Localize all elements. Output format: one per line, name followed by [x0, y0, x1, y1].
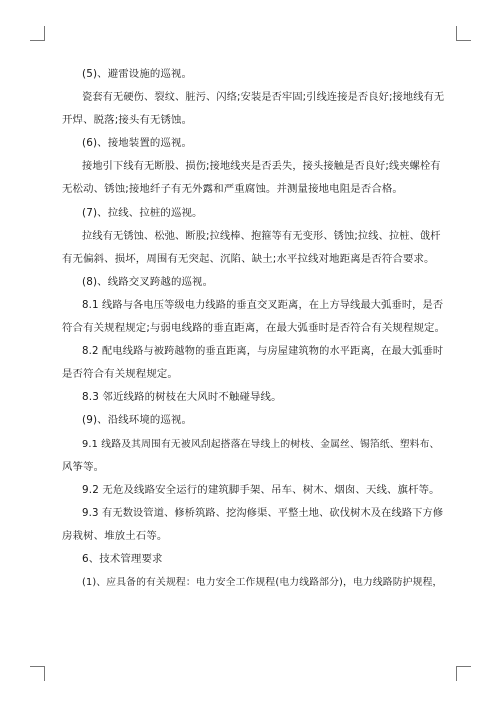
text-line: 接地引下线有无断股、损伤;接地线夹是否丢失，接头接触是否良好;线夹螺栓有: [82, 161, 441, 173]
text-line: 8.1 线路与各电压等级电力线路的垂直交叉距离，在上方导线最大弧垂时，是否: [82, 299, 444, 311]
heading-crossing: (8)、线路交叉跨越的巡视。: [82, 275, 214, 288]
crop-mark-top-right: [456, 26, 471, 41]
crop-mark-bottom-right: [456, 666, 471, 681]
text-line: 9.1 线路及其周围有无被风刮起搭落在导线上的树枝、金属丝、锡箔纸、塑料布、: [82, 438, 440, 450]
text-line: 符合有关规程规定;与弱电线路的垂直距离，在最大弧垂时是否符合有关规程规定。: [62, 322, 446, 335]
text-line: 是否符合有关规程规定。: [62, 368, 178, 381]
text-line: 8.3 邻近线路的树枝在大风时不触碰导线。: [82, 391, 282, 404]
text-line: 8.2 配电线路与被跨越物的垂直距离，与房屋建筑物的水平距离，在最大弧垂时: [82, 346, 444, 358]
text-line: (1)、应具备的有关规程：电力安全工作规程(电力线路部分)，电力线路防护规程，: [82, 577, 443, 589]
heading-lightning-protection: (5)、避雷设施的巡视。: [82, 68, 193, 80]
text-line: 拉线有无锈蚀、松弛、断股;拉线棒、抱箍等有无变形、锈蚀;拉线、拉桩、戗杆: [82, 230, 441, 242]
heading-technical-management: 6、技术管理要求: [82, 552, 163, 565]
text-line: 有无偏斜、损坏，周围有无突起、沉陷、缺土;水平拉线对地距离是否符合要求。: [62, 252, 435, 265]
text-line: 9.2 无危及线路安全运行的建筑脚手架、吊车、树木、烟囱、天线、旗杆等。: [82, 483, 440, 496]
text-line: 风筝等。: [62, 460, 105, 473]
text-line: 9.3 有无数设管道、修桥筑路、挖沟修渠、平整土地、砍伐树木及在线路下方修: [82, 507, 444, 519]
text-line: 房栽树、堆放土石等。: [62, 529, 168, 542]
document-body: [62, 63, 446, 594]
heading-grounding-device: (6)、接地装置的巡视。: [82, 137, 193, 150]
crop-mark-top-left: [30, 26, 45, 41]
heading-environment: (9)、沿线环境的巡视。: [82, 414, 193, 427]
text-line: 瓷套有无硬伤、裂纹、脏污、闪络;安装是否牢固;引线连接是否良好;接地线有无: [82, 92, 445, 104]
heading-guy-wire: (7)、拉线、拉桩的巡视。: [82, 206, 203, 219]
text-line: 开焊、脱落;接头有无锈蚀。: [62, 114, 193, 127]
crop-mark-bottom-left: [30, 666, 45, 681]
text-line: 无松动、锈蚀;接地纤子有无外露和严重腐蚀。并测量接地电阻是否合格。: [62, 183, 403, 196]
